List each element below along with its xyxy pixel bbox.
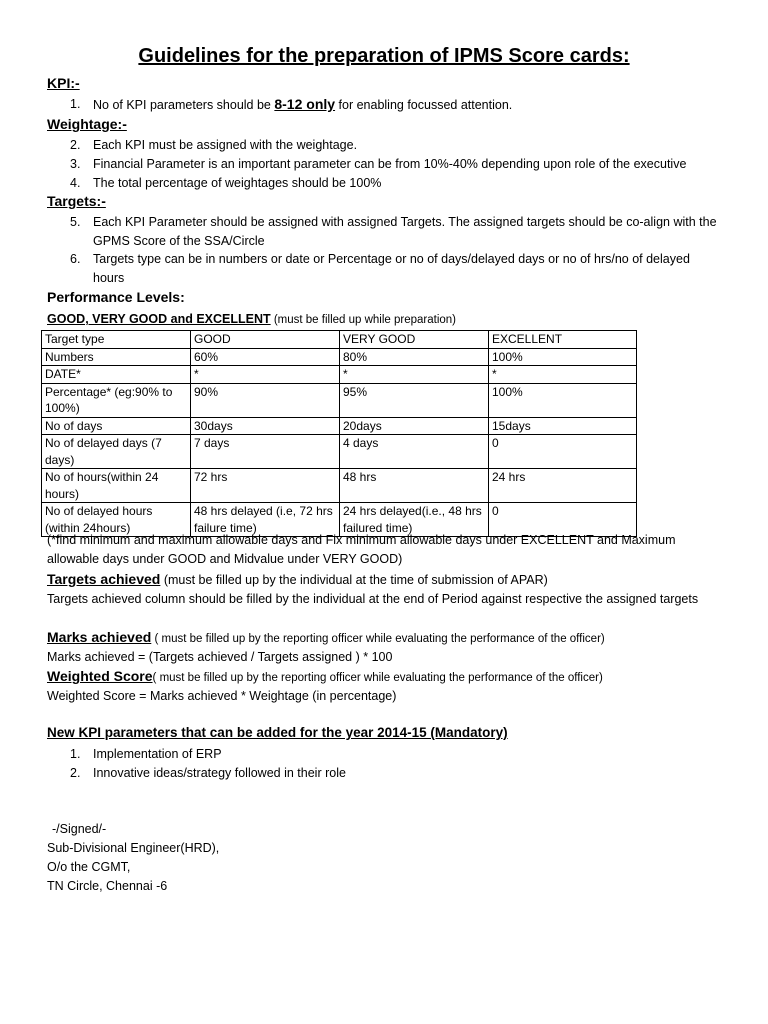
list-number: 5. xyxy=(70,215,81,229)
list-number: 4. xyxy=(70,176,81,190)
table-cell: 30days xyxy=(191,417,340,435)
marks-achieved-heading-line xyxy=(47,628,707,649)
table-row xyxy=(42,383,637,417)
targets-achieved-note: (must be filled up by the individual at the time of submission of APAR) xyxy=(160,573,548,587)
table-row xyxy=(42,417,637,435)
list-number: 1. xyxy=(70,747,81,761)
table-row xyxy=(42,348,637,366)
marks-achieved-heading: Marks achieved xyxy=(47,629,152,645)
table-header-cell: Target type xyxy=(42,331,191,349)
emphasis-text: 8-12 only xyxy=(274,96,336,112)
list-number: 2. xyxy=(70,766,81,780)
table-cell: 90% xyxy=(191,383,340,417)
table-cell: 100% xyxy=(489,383,637,417)
table-row xyxy=(42,469,637,503)
signatory-office: O/o the CGMT, xyxy=(47,860,131,874)
table-cell: 0 xyxy=(489,503,637,537)
performance-heading: Performance Levels: xyxy=(47,289,185,305)
levels-note: (must be filled up while preparation) xyxy=(270,314,457,326)
table-cell: 100% xyxy=(489,348,637,366)
text-pre: No of KPI parameters should be xyxy=(93,98,275,112)
new-kpi-heading: New KPI parameters that can be added for the year 2014-15 (Mandatory) xyxy=(47,725,508,740)
table-cell: No of delayed hours (within 24hours) xyxy=(42,503,191,537)
table-cell: No of delayed days (7 days) xyxy=(42,435,191,469)
targets-heading: Targets:- xyxy=(47,193,106,209)
table-row xyxy=(42,435,637,469)
list-number: 1. xyxy=(70,97,81,111)
table-header-row xyxy=(42,331,637,349)
weighted-score-note: ( must be filled up by the reporting officer while evaluating the performance of the officer) xyxy=(152,672,603,684)
levels-label: GOOD, VERY GOOD and EXCELLENT xyxy=(47,312,271,326)
table-cell: 0 xyxy=(489,435,637,469)
table-cell: 24 hrs delayed(i.e., 48 hrs failured time) xyxy=(340,503,489,537)
marks-achieved-formula: Marks achieved = (Targets achieved / Targets assigned ) * 100 xyxy=(47,650,393,664)
signatory-title: Sub-Divisional Engineer(HRD), xyxy=(47,841,220,855)
list-number: 6. xyxy=(70,252,81,266)
table-cell: * xyxy=(191,366,340,384)
targets-achieved-text: Targets achieved column should be filled by the individual at the end of Period against respective the assigned targets xyxy=(47,592,699,606)
table-header-cell: EXCELLENT xyxy=(489,331,637,349)
table-cell: 60% xyxy=(191,348,340,366)
targets-achieved-heading-line xyxy=(47,570,707,590)
table-row xyxy=(42,366,637,384)
weighted-score-heading: Weighted Score xyxy=(47,668,153,684)
weightage-heading: Weightage:- xyxy=(47,116,127,132)
list-number: 2. xyxy=(70,138,81,152)
performance-levels-table xyxy=(41,330,637,537)
list-text: Each KPI must be assigned with the weightage. xyxy=(93,138,358,152)
list-text: Each KPI Parameter should be assigned with assigned Targets. The assigned targets should be co-align with the GPMS Score of the SSA/Circle xyxy=(93,215,717,248)
signed-label: -/Signed/- xyxy=(52,822,107,836)
list-text: Financial Parameter is an important parameter can be from 10%-40% depending upon role of the executive xyxy=(93,157,687,171)
weighted-score-formula: Weighted Score = Marks achieved * Weightage (in percentage) xyxy=(47,689,397,703)
table-cell: No of hours(within 24 hours) xyxy=(42,469,191,503)
list-number: 3. xyxy=(70,157,81,171)
performance-subheading xyxy=(47,310,707,330)
list-text: Innovative ideas/strategy followed in their role xyxy=(93,766,346,780)
table-cell: 20days xyxy=(340,417,489,435)
table-cell: 72 hrs xyxy=(191,469,340,503)
table-cell: No of days xyxy=(42,417,191,435)
table-cell: * xyxy=(340,366,489,384)
table-cell: 7 days xyxy=(191,435,340,469)
targets-achieved-heading: Targets achieved xyxy=(47,571,161,587)
list-text xyxy=(93,95,723,115)
page-title: Guidelines for the preparation of IPMS Score cards: xyxy=(138,45,630,67)
table-header-cell: GOOD xyxy=(191,331,340,349)
table-cell: 4 days xyxy=(340,435,489,469)
weighted-score-heading-line xyxy=(47,667,707,688)
table-cell: 80% xyxy=(340,348,489,366)
signatory-address: TN Circle, Chennai -6 xyxy=(47,879,168,893)
text-post: for enabling focussed attention. xyxy=(335,98,513,112)
table-cell: 48 hrs xyxy=(340,469,489,503)
table-cell: * xyxy=(489,366,637,384)
kpi-heading: KPI:- xyxy=(47,75,80,91)
table-cell: Numbers xyxy=(42,348,191,366)
table-cell: DATE* xyxy=(42,366,191,384)
table-cell: Percentage* (eg:90% to 100%) xyxy=(42,383,191,417)
marks-achieved-note: ( must be filled up by the reporting officer while evaluating the performance of the officer) xyxy=(151,633,605,645)
table-header-cell: VERY GOOD xyxy=(340,331,489,349)
table-cell: 15days xyxy=(489,417,637,435)
list-text: Targets type can be in numbers or date or Percentage or no of days/delayed days or no of hrs/no of delayed hours xyxy=(93,252,690,285)
list-text: The total percentage of weightages should be 100% xyxy=(93,176,382,190)
table-cell: 24 hrs xyxy=(489,469,637,503)
list-text: Implementation of ERP xyxy=(93,747,222,761)
table-cell: 95% xyxy=(340,383,489,417)
table-cell: 48 hrs delayed (i.e, 72 hrs failure time) xyxy=(191,503,340,537)
table-footnote: (*find minimum and maximum allowable days and Fix minimum allowable days under EXCELLENT and Maximum allowable days under GOOD and Midvalue under VERY GOOD) xyxy=(47,533,676,566)
